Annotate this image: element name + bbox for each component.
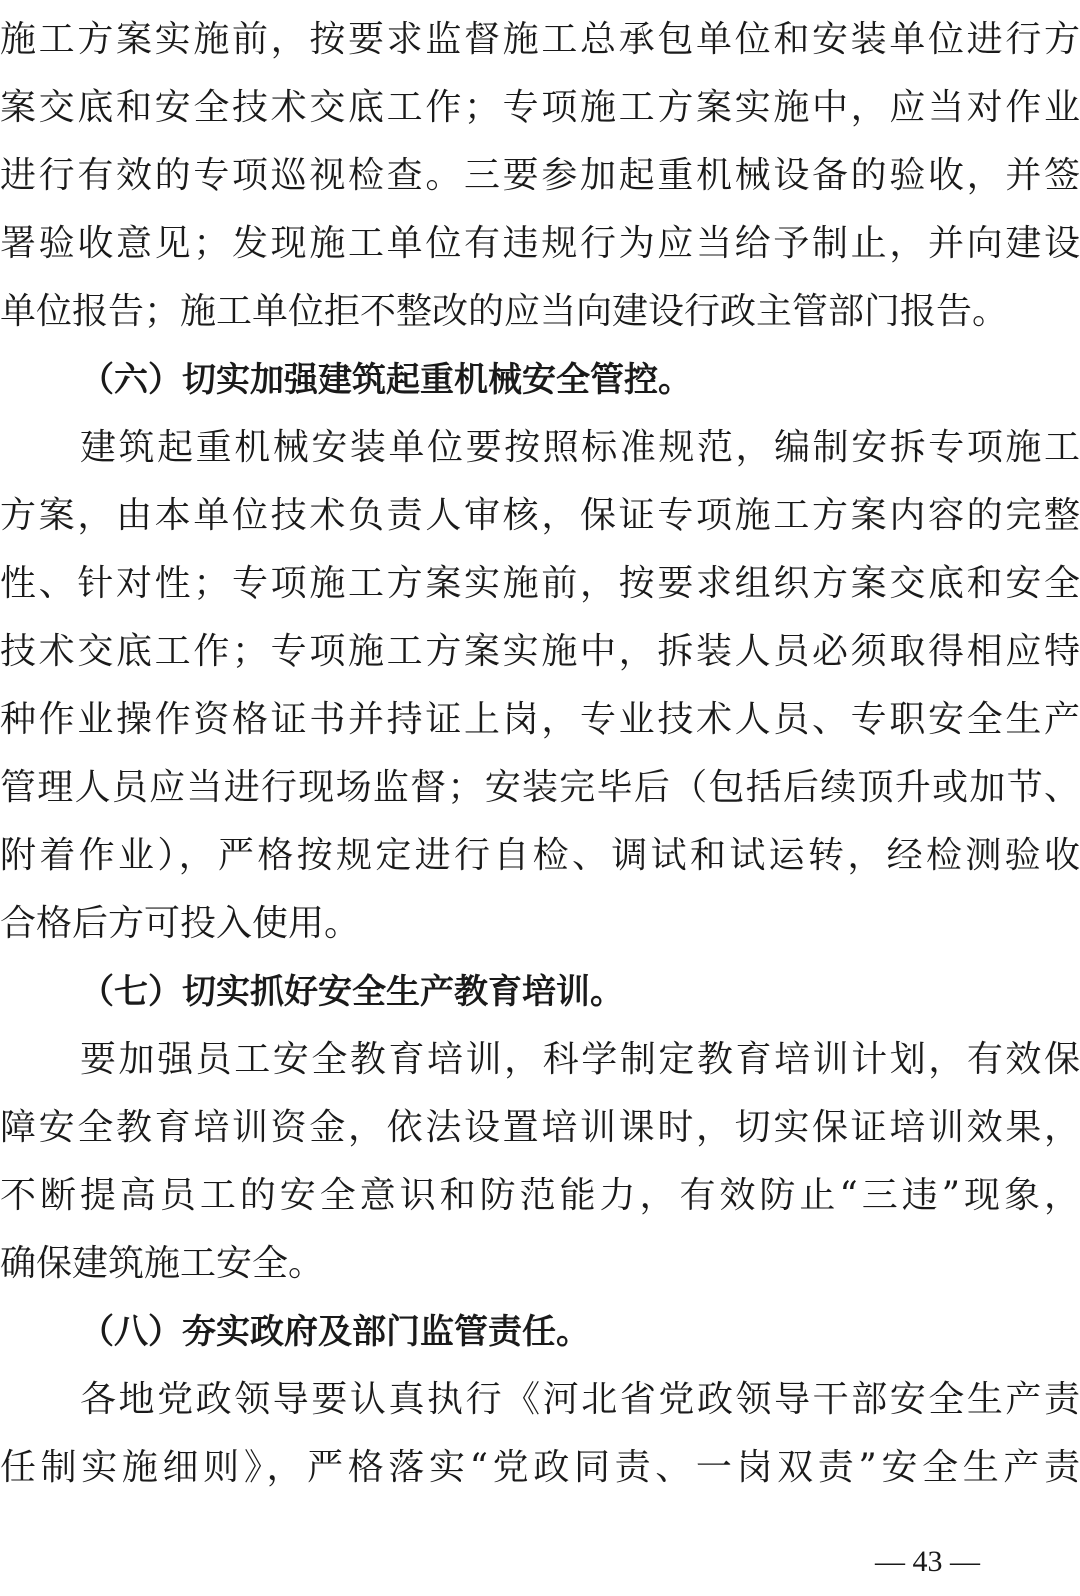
body-line: 障安全教育培训资金，依法设置培训课时，切实保证培训效果，: [0, 1107, 1080, 1148]
section-heading-8: （八）夯实政府及部门监管责任。: [80, 1312, 590, 1352]
body-line: 合格后方可投入使用。: [0, 903, 361, 944]
body-line: 单位报告；施工单位拒不整改的应当向建设行政主管部门报告。: [0, 291, 1009, 332]
body-line: 施工方案实施前，按要求监督施工总承包单位和安装单位进行方: [0, 19, 1080, 60]
body-line: 方案，由本单位技术负责人审核，保证专项施工方案内容的完整: [0, 495, 1080, 536]
section-heading-6: （六）切实加强建筑起重机械安全管控。: [80, 360, 692, 400]
body-line: 技术交底工作；专项施工方案实施中，拆装人员必须取得相应特: [0, 631, 1080, 672]
body-line: 进行有效的专项巡视检查。三要参加起重机械设备的验收，并签: [0, 155, 1080, 196]
body-line: 不断提高员工的安全意识和防范能力，有效防止“三违”现象，: [0, 1175, 1080, 1216]
body-line: 任制实施细则》，严格落实“党政同责、一岗双责”安全生产责: [0, 1447, 1080, 1488]
section-heading-7: （七）切实抓好安全生产教育培训。: [80, 972, 624, 1012]
body-line: 署验收意见；发现施工单位有违规行为应当给予制止，并向建设: [0, 223, 1080, 264]
body-line: 种作业操作资格证书并持证上岗，专业技术人员、专职安全生产: [0, 699, 1080, 740]
paragraph-first-line: 各地党政领导要认真执行《河北省党政领导干部安全生产责: [80, 1379, 1080, 1420]
body-line: 案交底和安全技术交底工作；专项施工方案实施中，应当对作业: [0, 87, 1080, 128]
paragraph-first-line: 要加强员工安全教育培训，科学制定教育培训计划，有效保: [80, 1039, 1080, 1080]
paragraph-first-line: 建筑起重机械安装单位要按照标准规范，编制安拆专项施工: [80, 427, 1080, 468]
body-line: 附着作业），严格按规定进行自检、调试和试运转，经检测验收: [0, 835, 1080, 876]
body-line: 确保建筑施工安全。: [0, 1243, 325, 1284]
body-line: 管理人员应当进行现场监督；安装完毕后（包括后续顶升或加节、: [0, 767, 1080, 808]
body-line: 性、针对性；专项施工方案实施前，按要求组织方案交底和安全: [0, 563, 1080, 604]
page-number: — 43 —: [875, 1545, 980, 1578]
